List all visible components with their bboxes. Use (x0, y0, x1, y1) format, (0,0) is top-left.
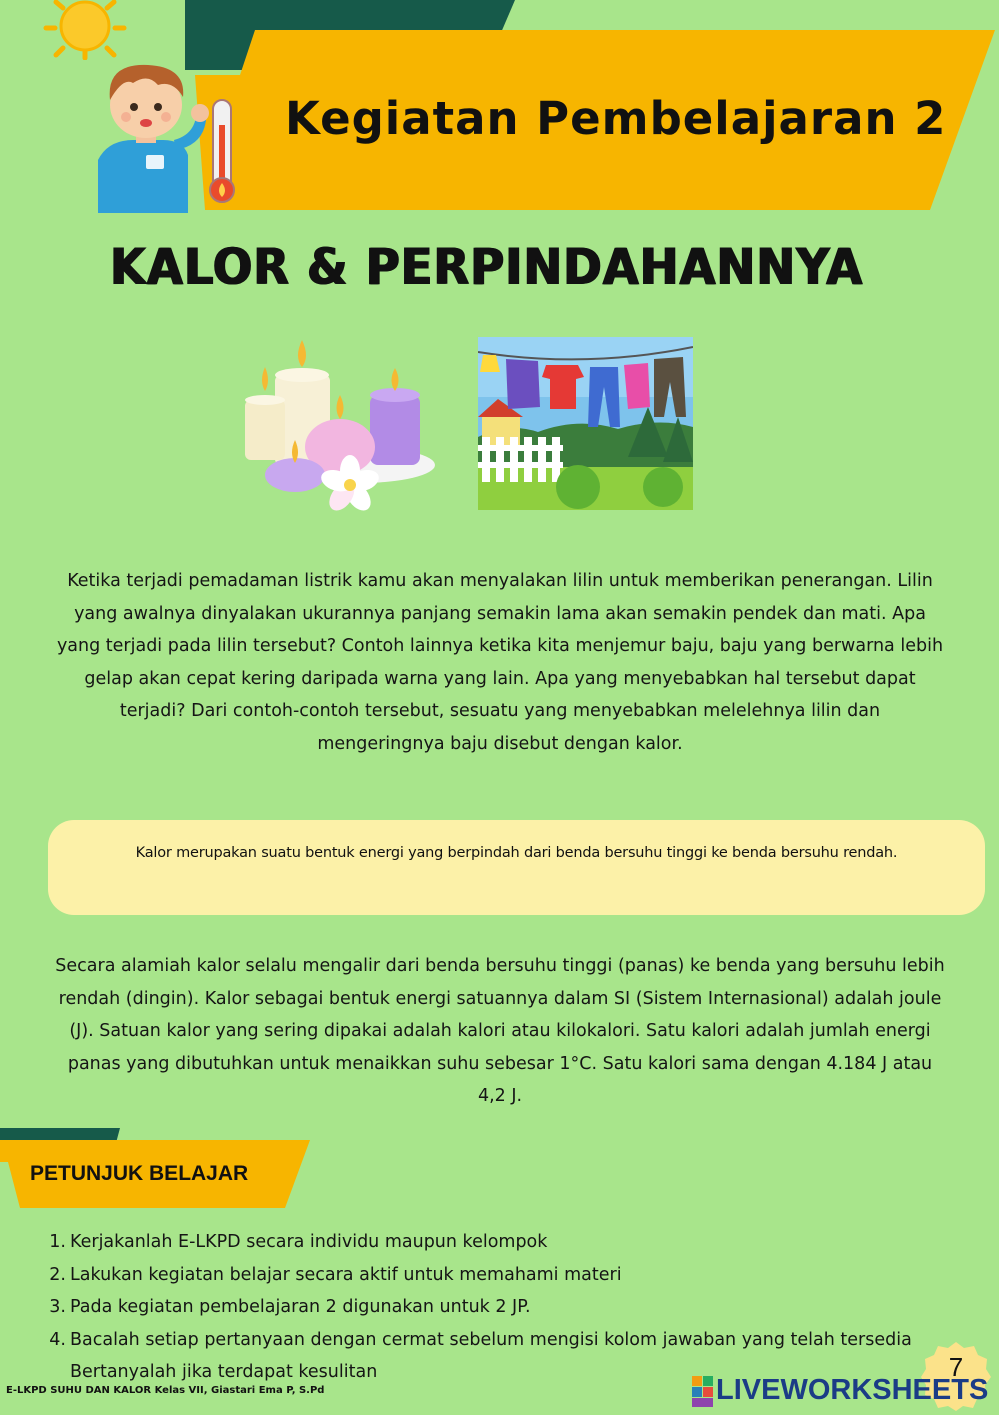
list-item (38, 1291, 938, 1324)
clothesline-illustration (478, 337, 693, 510)
step-text: Lakukan kegiatan belajar secara aktif untuk memahami materi (70, 1264, 622, 1285)
liveworksheets-brand[interactable]: LIVEWORKSHEETS (716, 1374, 989, 1406)
step-number: 2. (49, 1264, 66, 1285)
step-text: Bacalah setiap pertanyaan dengan cermat sebelum mengisi kolom jawaban yang telah tersedia Bertanyalah jika terdapat kesulitan (70, 1329, 912, 1382)
step-number: 4. (49, 1329, 66, 1350)
step-number: 1. (49, 1232, 66, 1252)
definition-text: Kalor merupakan suatu bentuk energi yang berpindah dari benda bersuhu tinggi ke benda bersuhu rendah. (135, 845, 898, 861)
boy-thermometer-illustration (88, 55, 258, 215)
footer-credit: E-LKPD SUHU DAN KALOR Kelas VII, Giastari Ema P, S.Pd (6, 1385, 325, 1396)
step-number: 3. (49, 1297, 66, 1317)
lesson-title: Kegiatan Pembelajaran 2 (285, 92, 947, 145)
candles-illustration (240, 335, 440, 520)
intro-paragraph: Ketika terjadi pemadaman listrik kamu akan menyalakan lilin untuk memberikan penerangan. Lilin yang awalnya dinyalakan ukurannya panjang semakin lama akan semakin pendek dan mati. Apa yang terjadi pada lilin tersebut? Contoh lainnya ketika kita menjemur baju, baju yang berwarna lebih gelap akan cepat kering daripada warna yang lain. Apa yang menyebabkan hal tersebut dapat terjadi? Dari contoh-contoh tersebut, sesuatu yang menyebabkan melelehnya lilin dan mengeringnya baju disebut dengan kalor. (56, 571, 944, 754)
study-instructions-list (38, 1226, 938, 1389)
page-number: 7 (948, 1352, 964, 1382)
list-item (38, 1226, 938, 1259)
step-text: Pada kegiatan pembelajaran 2 digunakan untuk 2 JP. (70, 1297, 531, 1317)
sun-icon (40, 0, 130, 60)
step-text: Kerjakanlah E-LKPD secara individu maupun kelompok (70, 1232, 548, 1252)
explanation-paragraph: Secara alamiah kalor selalu mengalir dari benda bersuhu tinggi (panas) ke benda yang bersuhu lebih rendah (dingin). Kalor sebagai bentuk energi satuannya dalam SI (Sistem Internasional) adalah joule (J). Satuan kalor yang sering dipakai adalah kalori atau kilokalori. Satu kalori adalah jumlah energi panas yang dibutuhkan untuk menaikkan suhu sebesar 1°C. Satu kalori sama dengan 4.184 J atau 4,2 J. (55, 956, 945, 1106)
definition-box (48, 820, 985, 915)
petunjuk-title: PETUNJUK BELAJAR (30, 1162, 249, 1185)
list-item (38, 1259, 938, 1292)
liveworksheets-logo-icon (692, 1376, 714, 1408)
main-title: KALOR & PERPINDAHANNYA (110, 238, 864, 296)
